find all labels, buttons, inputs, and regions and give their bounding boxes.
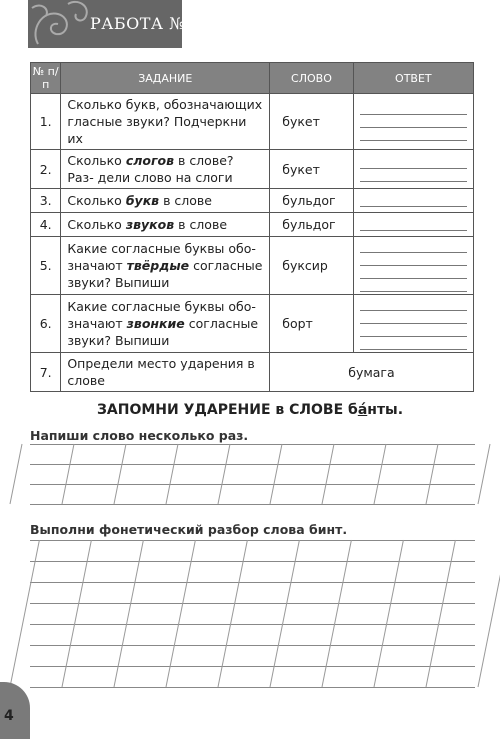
task2-label: [30, 522, 347, 537]
table-row: [31, 189, 474, 213]
remember-word-end: нты.: [367, 402, 404, 418]
row-number: 4.: [31, 213, 61, 237]
slant-guide-line: [114, 540, 143, 687]
column-header-word: СЛОВО: [270, 63, 353, 94]
row-task: [61, 189, 270, 213]
row-task: [61, 295, 270, 353]
slant-guide-line: [426, 540, 455, 687]
row-task: [61, 213, 270, 237]
answer-cell[interactable]: [353, 150, 473, 189]
table-row: [31, 353, 474, 392]
row-number: 2.: [31, 150, 61, 189]
row-task: [61, 94, 270, 150]
remember-stressed-letter: а́: [357, 402, 368, 418]
row-word: бумага: [270, 353, 474, 392]
answer-cell[interactable]: [353, 94, 473, 150]
page-number: 4: [4, 708, 14, 724]
row-word: бульдог: [270, 213, 353, 237]
answer-cell[interactable]: [353, 189, 473, 213]
row-number: 5.: [31, 237, 61, 295]
header-banner: [28, 0, 196, 48]
task1-label: Напиши слово несколько раз.: [30, 428, 249, 443]
tasks-table: [30, 62, 474, 392]
row-number: 6.: [31, 295, 61, 353]
table-row: [31, 237, 474, 295]
answer-cell[interactable]: [353, 295, 473, 353]
slant-guide-line: [10, 540, 39, 687]
task-text: Какие согласные буквы обо- значают: [67, 299, 256, 331]
row-task: [61, 237, 270, 295]
remember-prefix: ЗАПОМНИ УДАРЕНИЕ в СЛОВЕ: [96, 402, 349, 418]
task-text-end: в слове: [159, 193, 212, 208]
column-header-num: № п/п: [31, 63, 61, 94]
answer-cell[interactable]: [353, 213, 473, 237]
slant-guide-line: [374, 444, 386, 504]
row-word: букет: [270, 150, 353, 189]
column-header-task: ЗАДАНИЕ: [61, 63, 270, 94]
row-word: букет: [270, 94, 353, 150]
task-text: Сколько: [67, 153, 126, 168]
table-row: [31, 295, 474, 353]
slant-guide-line: [218, 444, 230, 504]
task-text: Сколько: [67, 193, 126, 208]
slant-guide-line: [218, 540, 247, 687]
slant-guide-line: [166, 444, 178, 504]
task-text: Сколько букв, обозначающих гласные звуки? Подчеркни их: [67, 97, 263, 146]
answer-cell[interactable]: [353, 237, 473, 295]
row-word: буксир: [270, 237, 353, 295]
slant-guide-line: [426, 444, 438, 504]
row-task: [61, 353, 270, 392]
row-number: 3.: [31, 189, 61, 213]
task-keyword: звонкие: [126, 316, 185, 331]
table-row: [31, 213, 474, 237]
task-text-end: в слове? Раз- дели слово на слоги: [67, 153, 234, 185]
table-row: [31, 150, 474, 189]
table-header-row: [31, 63, 474, 94]
remember-word-start: б: [348, 402, 358, 418]
task-text: Определи место ударения в слове: [67, 356, 255, 388]
task-keyword: твёрдые: [126, 258, 190, 273]
slant-guide-line: [62, 540, 91, 687]
slant-guide-line: [322, 444, 334, 504]
slant-guide-line: [478, 444, 490, 504]
task-text-end: согласные звуки? Выпиши: [67, 258, 263, 290]
writing-lines-2[interactable]: [30, 540, 475, 690]
task-text-end: в слове: [174, 217, 228, 232]
task-keyword: букв: [125, 193, 160, 208]
task2-label-text: Выполни фонетический разбор слова: [30, 522, 309, 537]
writing-lines-1[interactable]: [30, 444, 475, 506]
slant-guide-line: [374, 540, 403, 687]
row-number: 1.: [31, 94, 61, 150]
slant-guide-line: [270, 540, 299, 687]
page-title: РАБОТА №2: [90, 14, 196, 33]
slant-guide-line: [478, 540, 500, 687]
task-text: Сколько: [67, 217, 126, 232]
task-keyword: слогов: [125, 153, 174, 168]
remember-stress-heading: [0, 402, 500, 418]
row-word: бульдог: [270, 189, 353, 213]
row-word: борт: [270, 295, 353, 353]
row-number: 7.: [31, 353, 61, 392]
slant-guide-line: [270, 444, 282, 504]
row-task: [61, 150, 270, 189]
task2-word: бинт.: [309, 522, 348, 537]
slant-guide-line: [166, 540, 195, 687]
task-keyword: звуков: [125, 217, 175, 232]
task-text-end: согласные звуки? Выпиши: [67, 316, 259, 348]
slant-guide-line: [322, 540, 351, 687]
table-row: [31, 94, 474, 150]
column-header-answer: ОТВЕТ: [353, 63, 473, 94]
slant-guide-line: [62, 444, 74, 504]
slant-guide-line: [10, 444, 22, 504]
task-text: Какие согласные буквы обо- значают: [67, 241, 256, 273]
slant-guide-line: [114, 444, 126, 504]
